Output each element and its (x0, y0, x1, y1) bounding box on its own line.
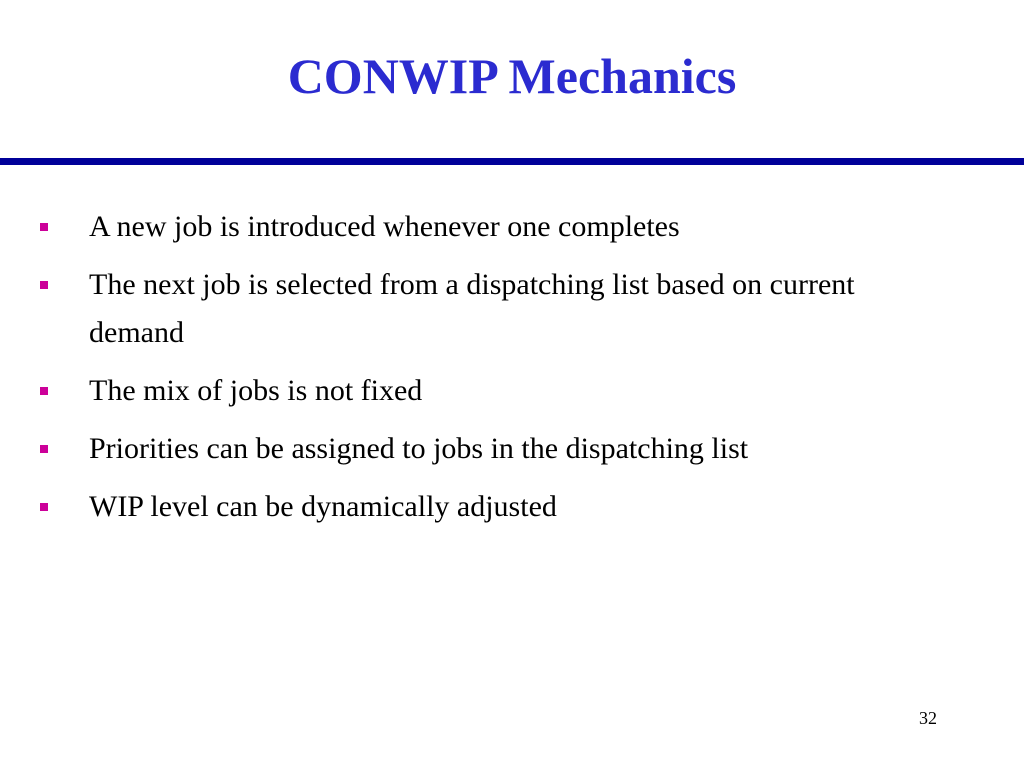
title-divider (0, 158, 1024, 165)
bullet-text: Priorities can be assigned to jobs in the dispatching list (89, 432, 749, 465)
square-bullet-icon (40, 503, 48, 511)
square-bullet-icon (40, 281, 48, 289)
bullet-list (0, 203, 1024, 541)
bullet-item (0, 425, 889, 473)
square-bullet-icon (40, 387, 48, 395)
bullet-text: A new job is introduced whenever one completes (89, 210, 680, 243)
bullet-text: WIP level can be dynamically adjusted (89, 490, 557, 523)
page-number: 32 (919, 708, 937, 728)
slide-title: CONWIP Mechanics (287, 48, 737, 104)
bullet-text: The next job is selected from a dispatching list based on current demand (89, 268, 855, 349)
square-bullet-icon (40, 445, 48, 453)
bullet-item (0, 261, 889, 357)
square-bullet-icon (40, 223, 48, 231)
bullet-item (0, 203, 889, 251)
bullet-item (0, 367, 889, 415)
bullet-text: The mix of jobs is not fixed (89, 374, 423, 407)
bullet-item (0, 483, 889, 531)
